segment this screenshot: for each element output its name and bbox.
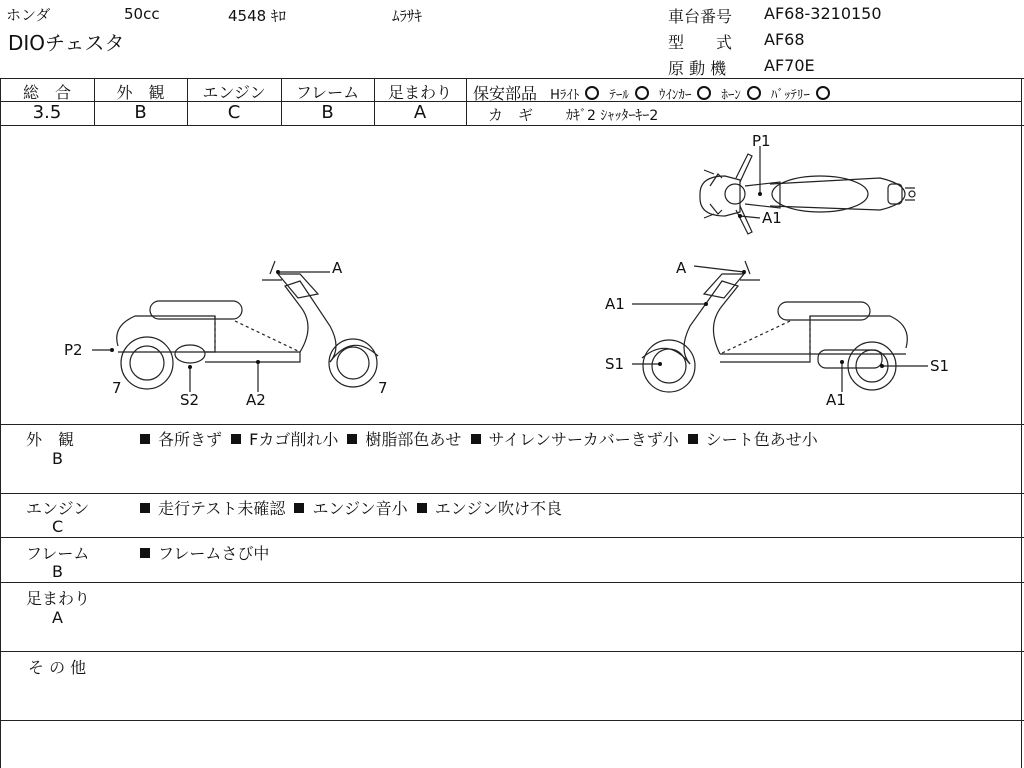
- grade-frame-label: フレーム: [295, 83, 360, 102]
- note-item: 各所きず: [158, 430, 223, 449]
- engine-value: AF70E: [764, 56, 815, 75]
- bullet-icon: [231, 434, 241, 444]
- grade-engine-label: エンジン: [202, 83, 266, 102]
- mark-s1-left: S1: [605, 355, 625, 373]
- safety-parts: [473, 81, 840, 104]
- divider: [0, 537, 1024, 538]
- ok-circle-icon: [697, 86, 711, 100]
- grade-overall-value: 3.5: [32, 102, 62, 123]
- divider: [0, 424, 1024, 425]
- key-label: カ ギ: [488, 106, 534, 124]
- note-frame-label: フレーム: [26, 544, 90, 563]
- safety-item-taillight: ﾃｰﾙ: [609, 88, 629, 103]
- damage-diagram: [0, 126, 1024, 424]
- type-label: 型 式: [668, 33, 733, 52]
- note-item: エンジン音小: [312, 499, 408, 518]
- scooter-left-view: [117, 261, 378, 389]
- bullet-icon: [140, 503, 150, 513]
- bullet-icon: [417, 503, 427, 513]
- mark-p1: P1: [752, 132, 771, 150]
- note-suspension-grade: A: [52, 608, 63, 627]
- type-value: AF68: [764, 30, 805, 49]
- note-exterior-label: 外 観: [26, 430, 75, 449]
- note-item: 走行テスト未確認: [158, 499, 286, 518]
- ok-circle-icon: [816, 86, 830, 100]
- mark-a-right: A: [676, 259, 687, 277]
- ok-circle-icon: [585, 86, 599, 100]
- note-other-label: そ の 他: [28, 658, 87, 677]
- grade-exterior-value: B: [134, 102, 147, 123]
- grade-exterior-label: 外 観: [116, 83, 165, 102]
- scooter-top-view: [700, 154, 915, 234]
- displacement: 50cc: [124, 5, 160, 23]
- safety-parts-title: 保安部品: [473, 84, 538, 103]
- note-exterior-grade: B: [52, 449, 63, 468]
- divider: [466, 78, 467, 126]
- note-engine-items: [136, 496, 562, 519]
- bullet-icon: [347, 434, 357, 444]
- divider: [0, 720, 1024, 721]
- note-item: フレームさび中: [158, 544, 270, 563]
- note-engine-label: エンジン: [26, 499, 90, 518]
- grade-suspension-label: 足まわり: [387, 83, 452, 102]
- bullet-icon: [688, 434, 698, 444]
- mark-seven-rear: 7: [378, 379, 388, 397]
- model-name: DIOチェスタ: [8, 31, 125, 55]
- grade-overall-label: 総 合: [22, 83, 71, 102]
- grade-suspension-value: A: [413, 102, 427, 123]
- mileage: 4548 ｷﾛ: [228, 7, 286, 25]
- ok-circle-icon: [635, 86, 649, 100]
- note-engine-grade: C: [52, 517, 64, 536]
- note-item: 樹脂部色あせ: [365, 430, 462, 449]
- divider: [0, 493, 1024, 494]
- grade-engine-value: C: [227, 102, 241, 123]
- grade-frame-value: B: [321, 102, 334, 123]
- bullet-icon: [471, 434, 481, 444]
- bullet-icon: [294, 503, 304, 513]
- mark-a1-upper: A1: [605, 295, 625, 313]
- note-item: サイレンサーカバーきず小: [488, 430, 679, 449]
- note-exterior-items: [136, 427, 818, 450]
- safety-item-battery: ﾊﾞｯﾃﾘｰ: [770, 88, 810, 103]
- mark-s1-right: S1: [930, 357, 950, 375]
- mark-a-left: A: [332, 259, 343, 277]
- frame-number: AF68-3210150: [764, 4, 882, 23]
- safety-item-horn: ﾎｰﾝ: [721, 88, 741, 103]
- mark-s2: S2: [180, 391, 200, 409]
- mark-a1-top: A1: [762, 209, 782, 227]
- bullet-icon: [140, 548, 150, 558]
- note-item: シート色あせ小: [705, 430, 818, 449]
- safety-item-headlight: Hﾗｲﾄ: [550, 88, 580, 103]
- safety-item-winker: ｳｲﾝｶｰ: [658, 88, 692, 103]
- divider: [0, 78, 1024, 79]
- frame-number-label: 車台番号: [668, 7, 733, 26]
- mark-seven-front: 7: [112, 379, 122, 397]
- divider: [0, 582, 1024, 583]
- key-value: ｶｷﾞ2 ｼｬｯﾀｰｷｰ2: [566, 108, 659, 124]
- scooter-right-view: [642, 261, 907, 392]
- note-frame-items: [136, 541, 269, 564]
- mark-a1-lower: A1: [826, 391, 846, 409]
- divider: [0, 651, 1024, 652]
- ok-circle-icon: [747, 86, 761, 100]
- bullet-icon: [140, 434, 150, 444]
- note-frame-grade: B: [52, 562, 63, 581]
- mark-p2: P2: [64, 341, 83, 359]
- engine-label: 原 動 機: [668, 59, 727, 78]
- note-suspension-label: 足まわり: [26, 589, 91, 608]
- note-item: Fカゴ削れ小: [249, 430, 339, 449]
- body-color: ﾑﾗｻｷ: [392, 7, 423, 25]
- note-item: エンジン吹け不良: [434, 499, 562, 518]
- mark-a2: A2: [246, 391, 266, 409]
- maker-name: ホンダ: [6, 6, 51, 24]
